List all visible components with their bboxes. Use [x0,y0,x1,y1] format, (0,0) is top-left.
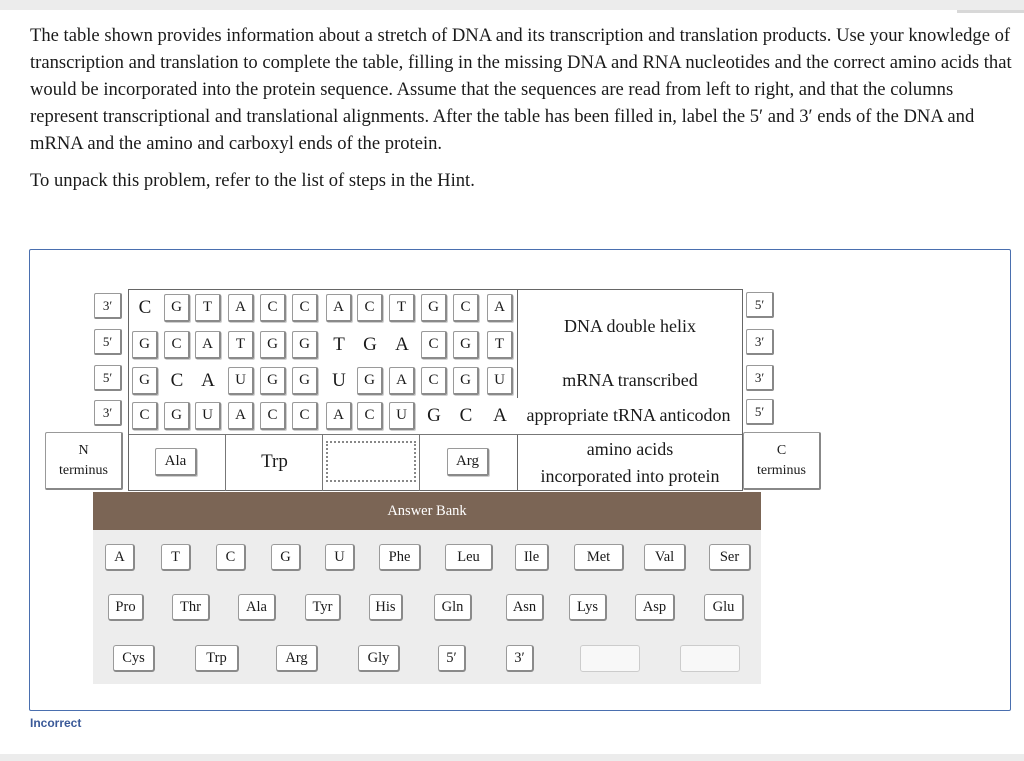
nucleotide-r3-c8[interactable]: G [357,367,383,395]
answer-bank-chip[interactable]: Phe [379,544,421,571]
codon-1-cell [129,435,226,491]
answer-bank-empty-slot[interactable] [580,645,640,672]
answer-bank-chip[interactable]: Asn [506,594,544,621]
nucleotide-r4-c6[interactable]: C [292,402,318,430]
nucleotide-r1-c12[interactable]: A [487,294,513,322]
nucleotide-r3-c10[interactable]: C [421,367,447,395]
nucleotide-r3-c12[interactable]: U [487,367,513,395]
nucleotide-r1-c9[interactable]: T [389,294,415,322]
nucleotide-r1-c8[interactable]: C [357,294,383,322]
c-terminus-line1: C [776,442,787,458]
nucleotide-r1-c10[interactable]: G [421,294,447,322]
nucleotide-r1-c3[interactable]: T [195,294,221,322]
n-terminus-line2: terminus [59,462,108,478]
nucleotide-r2-c9: A [395,334,409,355]
nucleotide-r4-c9[interactable]: U [389,402,415,430]
answer-bank-chip[interactable]: T [161,544,191,571]
mrna-transcribed-label: mRNA transcribed [517,362,742,398]
codon-3-cell [323,435,420,491]
dna-table [128,289,743,491]
trna-anticodon-label: appropriate tRNA anticodon [526,404,731,425]
nucleotide-r4-c3[interactable]: U [195,402,221,430]
top-edge [957,10,1024,13]
answer-bank-chip[interactable]: Gly [358,645,400,672]
left-end-label-row2[interactable]: 5′ [94,329,122,355]
n-terminus-label[interactable] [45,432,123,490]
nucleotide-r2-c8: G [363,334,377,355]
answer-bank-chip[interactable]: Val [644,544,686,571]
codon-2-cell [226,435,323,491]
answer-bank-chip[interactable]: C [216,544,246,571]
nucleotide-r1-c1: C [138,297,152,318]
nucleotide-r1-c11[interactable]: C [453,294,479,322]
answer-bank-chip[interactable]: Arg [276,645,318,672]
answer-bank-chip[interactable]: Gln [434,594,472,621]
right-end-label-row1[interactable]: 5′ [746,292,774,318]
answer-bank-empty-slot[interactable] [680,645,740,672]
nucleotide-r3-c6[interactable]: G [292,367,318,395]
amino-acids-label-line2: incorporated into protein [540,466,720,486]
nucleotide-r3-c4[interactable]: U [228,367,254,395]
answer-bank-chip[interactable]: Tyr [305,594,341,621]
answer-bank-chip[interactable]: Glu [704,594,744,621]
answer-bank-chip[interactable]: Ala [238,594,276,621]
answer-bank-chip[interactable]: Trp [195,645,239,672]
left-end-label-row4[interactable]: 3′ [94,400,122,426]
nucleotide-r2-c12[interactable]: T [487,331,513,359]
nucleotide-r2-c6[interactable]: G [292,331,318,359]
nucleotide-r4-c5[interactable]: C [260,402,286,430]
dna-double-helix-label: DNA double helix [517,290,742,362]
hint-text: To unpack this problem, refer to the list of steps in the Hint. [30,170,475,191]
status-text: Incorrect [30,716,82,730]
nucleotide-r3-c1[interactable]: G [132,367,158,395]
nucleotide-r4-c4[interactable]: A [228,402,254,430]
c-terminus-line2: terminus [757,462,806,478]
nucleotide-r4-c10: G [427,405,441,426]
answer-bank-chip[interactable]: Thr [172,594,210,621]
answer-bank-chip[interactable]: Leu [445,544,493,571]
nucleotide-r3-c9[interactable]: A [389,367,415,395]
answer-bank-chip[interactable]: Ile [515,544,549,571]
nucleotide-r3-c3: A [201,370,215,391]
nucleotide-r4-c12: A [493,405,507,426]
nucleotide-r2-c4[interactable]: T [228,331,254,359]
amino-acid-3-drop-zone[interactable] [326,441,416,482]
answer-bank-chip[interactable]: 5′ [438,645,466,672]
answer-bank-chip[interactable]: A [105,544,135,571]
nucleotide-r1-c7[interactable]: A [326,294,352,322]
answer-bank-body [93,530,761,684]
nucleotide-r3-c2: C [170,370,184,391]
amino-acid-4[interactable]: Arg [447,448,489,476]
codon-4-cell [420,435,517,491]
amino-acids-label [517,435,742,491]
nucleotide-r3-c11[interactable]: G [453,367,479,395]
nucleotide-r4-c8[interactable]: C [357,402,383,430]
answer-bank-chip[interactable]: G [271,544,301,571]
nucleotide-r3-c5[interactable]: G [260,367,286,395]
answer-bank-title: Answer Bank [93,492,761,530]
answer-bank-chip[interactable]: Pro [108,594,144,621]
nucleotide-r2-c5[interactable]: G [260,331,286,359]
right-end-label-row3[interactable]: 3′ [746,365,774,391]
amino-acids-label-line1: amino acids [586,439,674,459]
answer-bank-chip[interactable]: His [369,594,403,621]
c-terminus-label[interactable] [743,432,821,490]
nucleotide-r2-c2[interactable]: C [164,331,190,359]
nucleotide-r2-c1[interactable]: G [132,331,158,359]
question-prompt: The table shown provides information about a stretch of DNA and its transcription and translation products. Use your knowledge of transcription and translation to complete the table, filling in the missing DNA and RNA nucleotides and the correct amino acids that would be incorporated into the protein sequence. Assume that the sequences are read from left to right, and that the columns represent transcriptional and translational alignments. After the table has been filled in, label the 5′ and 3′ ends of the DNA and mRNA and the amino and carboxyl ends of the protein. [30,25,1012,154]
nucleotide-r1-c5[interactable]: C [260,294,286,322]
right-end-label-row4[interactable]: 5′ [746,399,774,425]
answer-bank-chip[interactable]: Met [574,544,624,571]
answer-bank-chip[interactable]: Cys [113,645,155,672]
nucleotide-r4-c7[interactable]: A [326,402,352,430]
left-end-label-row3[interactable]: 5′ [94,365,122,391]
nucleotide-r4-c2[interactable]: G [164,402,190,430]
amino-acid-row [129,434,742,491]
n-terminus-line1: N [78,442,89,458]
answer-bank-chip[interactable]: 3′ [506,645,534,672]
amino-acid-2: Trp [261,451,288,472]
nucleotide-r4-c11: C [459,405,473,426]
nucleotide-r1-c4[interactable]: A [228,294,254,322]
answer-bank-chip[interactable]: Asp [635,594,675,621]
nucleotide-r2-c11[interactable]: G [453,331,479,359]
left-end-label-row1[interactable]: 3′ [94,293,122,319]
nucleotide-r1-c6[interactable]: C [292,294,318,322]
nucleotide-r2-c10[interactable]: C [421,331,447,359]
answer-bank-chip[interactable]: Lys [569,594,607,621]
nucleotide-r4-c1[interactable]: C [132,402,158,430]
right-end-label-row2[interactable]: 3′ [746,329,774,355]
nucleotide-r3-c7: U [332,370,346,391]
nucleotide-r2-c7: T [333,334,345,355]
answer-bank [93,492,761,684]
nucleotide-r1-c2[interactable]: G [164,294,190,322]
answer-bank-chip[interactable]: U [325,544,355,571]
answer-bank-chip[interactable]: Ser [709,544,751,571]
nucleotide-r2-c3[interactable]: A [195,331,221,359]
amino-acid-1[interactable]: Ala [155,448,197,476]
